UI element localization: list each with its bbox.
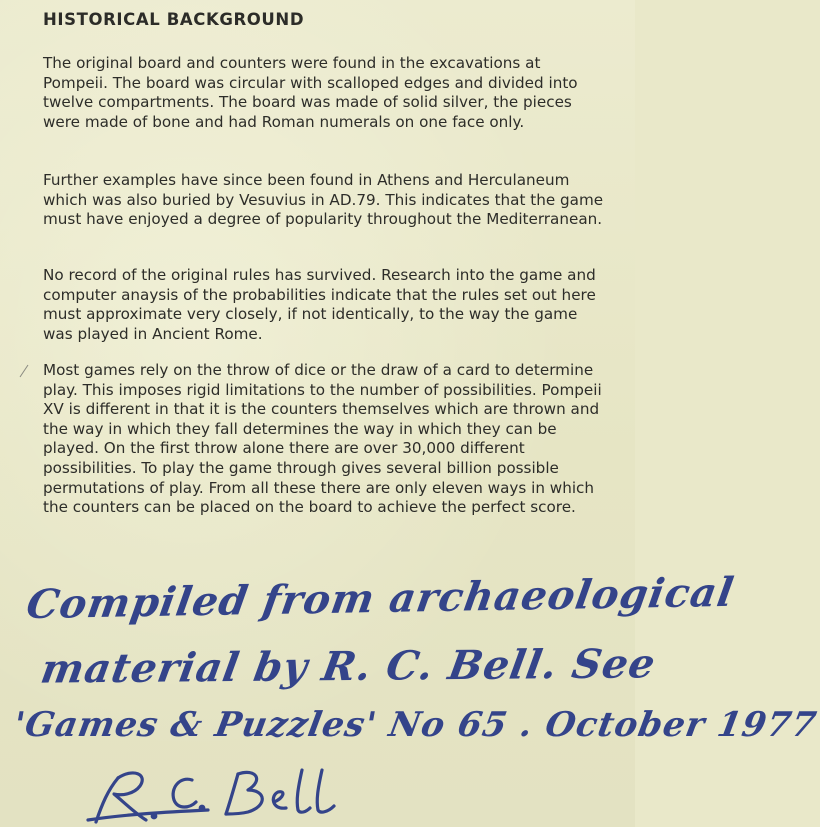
handwritten-note-line: 'Games & Puzzles' No 65 . October 1977 — [10, 705, 820, 745]
paragraph-further-examples: Further examples have since been found in Athens and Herculaneum which was also buried by Vesuvius in AD.79. This indicates that the game must have enjoyed a degree of popularity throughout the Mediterranean. — [43, 171, 604, 229]
paragraph-discovery: The original board and counters were found in the excavations at Pompeii. The board was circular with scalloped edges and divided into twelve compartments. The board was made of solid silver, the pieces were made of bone and had Roman numerals on one face only. — [43, 54, 578, 131]
handwritten-note-line: Compiled from archaeological — [23, 568, 738, 629]
handwritten-signature — [88, 760, 348, 827]
pencil-mark-icon — [19, 364, 29, 378]
section-heading: HISTORICAL BACKGROUND — [43, 10, 305, 29]
paragraph-original-rules: No record of the original rules has survived. Research into the game and computer anaysis of the probabilities indicate that the rules set out here must approximate very closely, if not identically, to the way the game was played in Ancient Rome. — [43, 266, 596, 343]
handwritten-note-line: material by R. C. Bell. See — [37, 640, 660, 693]
paragraph-gameplay: Most games rely on the throw of dice or the draw of a card to determine play. This imposes rigid limitations to the number of possibilities. Pompeii XV is different in that it is the counters themselves which are thrown and the way in which they fall determines the way in which they can be played. On the first throw alone there are over 30,000 different possibilities. To play the game through gives several billion possible permutations of play. From all these there are only eleven ways in which the counters can be placed on the board to achieve the perfect score. — [43, 361, 602, 517]
